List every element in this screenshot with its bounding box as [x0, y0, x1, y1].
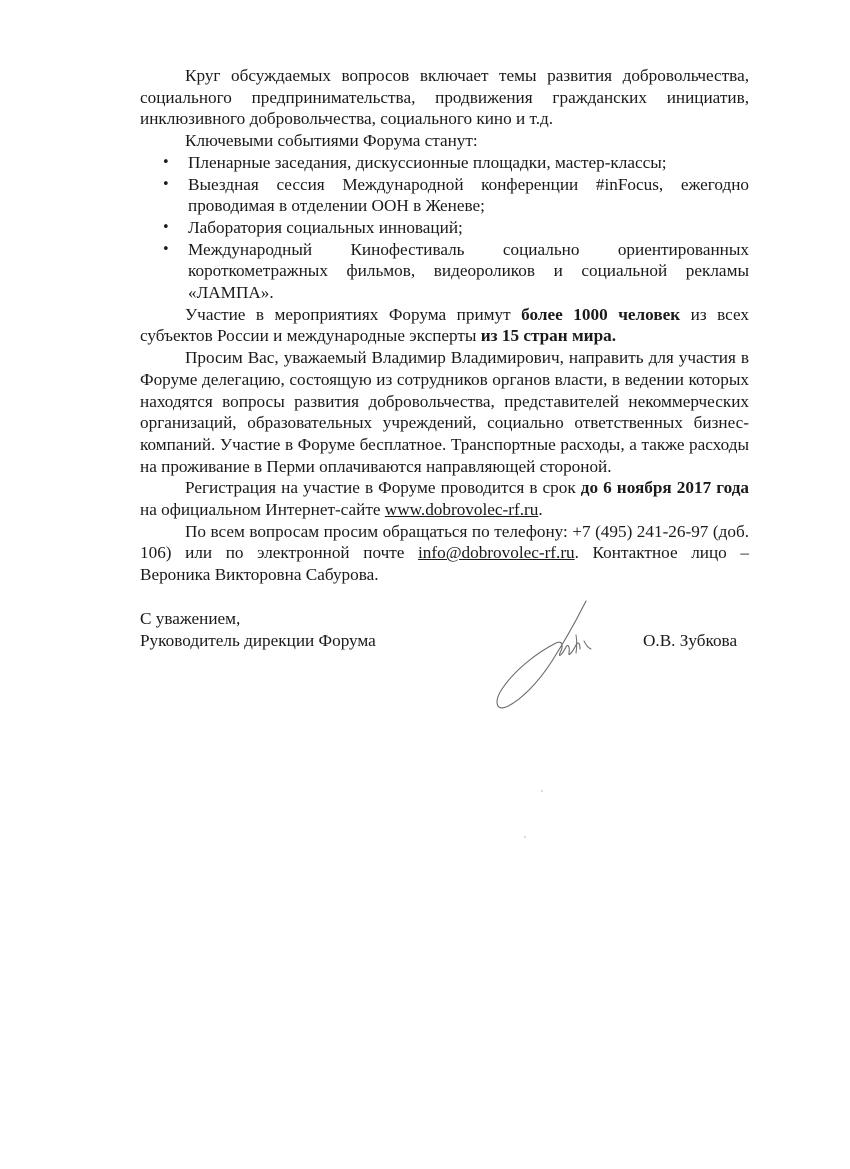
contacts-text-1: По всем вопросам просим обращаться по телефону: +7 (495) 241-26-97 (доб. 106) или по электронной почте	[140, 521, 749, 563]
email-link[interactable]: info@dobrovolec-rf.ru	[418, 543, 575, 563]
signature-block	[140, 608, 749, 678]
paragraph-participants	[140, 304, 749, 347]
participants-count: более 1000 человек	[521, 304, 681, 324]
bullet-icon: •	[162, 219, 170, 235]
bullet-icon: •	[162, 176, 170, 192]
registration-text-1: Регистрация на участие в Форуме проводится в срок	[185, 478, 581, 498]
events-list	[140, 152, 749, 304]
scan-speck	[524, 836, 526, 838]
list-item	[140, 174, 749, 217]
signer-position: Руководитель дирекции Форума	[140, 630, 376, 650]
registration-text-3: .	[538, 500, 543, 520]
letter-page	[140, 65, 749, 678]
website-link[interactable]: www.dobrovolec-rf.ru	[384, 500, 539, 520]
bullet-icon: •	[162, 241, 170, 257]
contacts-text-2: . Контактное лицо – Вероника Викторовна Сабурова.	[140, 543, 749, 585]
participants-text-2: из всех субъектов России и международные эксперты	[140, 304, 750, 346]
participants-text-1: Участие в мероприятиях Форума примут	[185, 304, 522, 324]
event-text: Лаборатория социальных инноваций;	[188, 217, 463, 237]
paragraph-events-intro: Ключевыми событиями Форума станут:	[185, 131, 478, 151]
list-item	[140, 239, 749, 304]
countries-count: из 15 стран мира.	[480, 326, 617, 346]
signer-name: О.В. Зубкова	[643, 630, 738, 650]
list-item	[140, 217, 749, 239]
paragraph-registration	[140, 477, 749, 520]
event-text: Международный Кинофестиваль социально ориентированных короткометражных фильмов, видеороликов и социальной рекламы «ЛАМПА».	[188, 239, 749, 303]
paragraph-contacts	[140, 521, 749, 586]
paragraph-request: Просим Вас, уважаемый Владимир Владимирович, направить для участия в Форуме делегацию, состоящую из сотрудников органов власти, в ведении которых находятся вопросы развития добровольчества, представителей некоммерческих организаций, образовательных учреждений, социально ответственных бизнес-компаний. Участие в Форуме бесплатное. Транспортные расходы, а также расходы на проживание в Перми оплачиваются направляющей стороной.	[140, 348, 749, 476]
registration-text-2: на официальном Интернет-сайте	[140, 500, 385, 520]
registration-deadline: до 6 ноября 2017 года	[580, 478, 749, 498]
bullet-icon: •	[162, 154, 170, 170]
handwritten-signature	[490, 595, 605, 720]
scan-speck	[541, 790, 543, 792]
event-text: Выездная сессия Международной конференции #inFocus, ежегодно проводимая в отделении ООН в Женеве;	[188, 174, 749, 216]
paragraph-topics: Круг обсуждаемых вопросов включает темы развития добровольчества, социального предпринимательства, продвижения гражданских инициатив, инклюзивного добровольчества, социального кино и т.д.	[140, 66, 749, 129]
list-item	[140, 152, 749, 174]
closing-regards: С уважением,	[140, 608, 241, 628]
event-text: Пленарные заседания, дискуссионные площадки, мастер-классы;	[188, 152, 667, 172]
